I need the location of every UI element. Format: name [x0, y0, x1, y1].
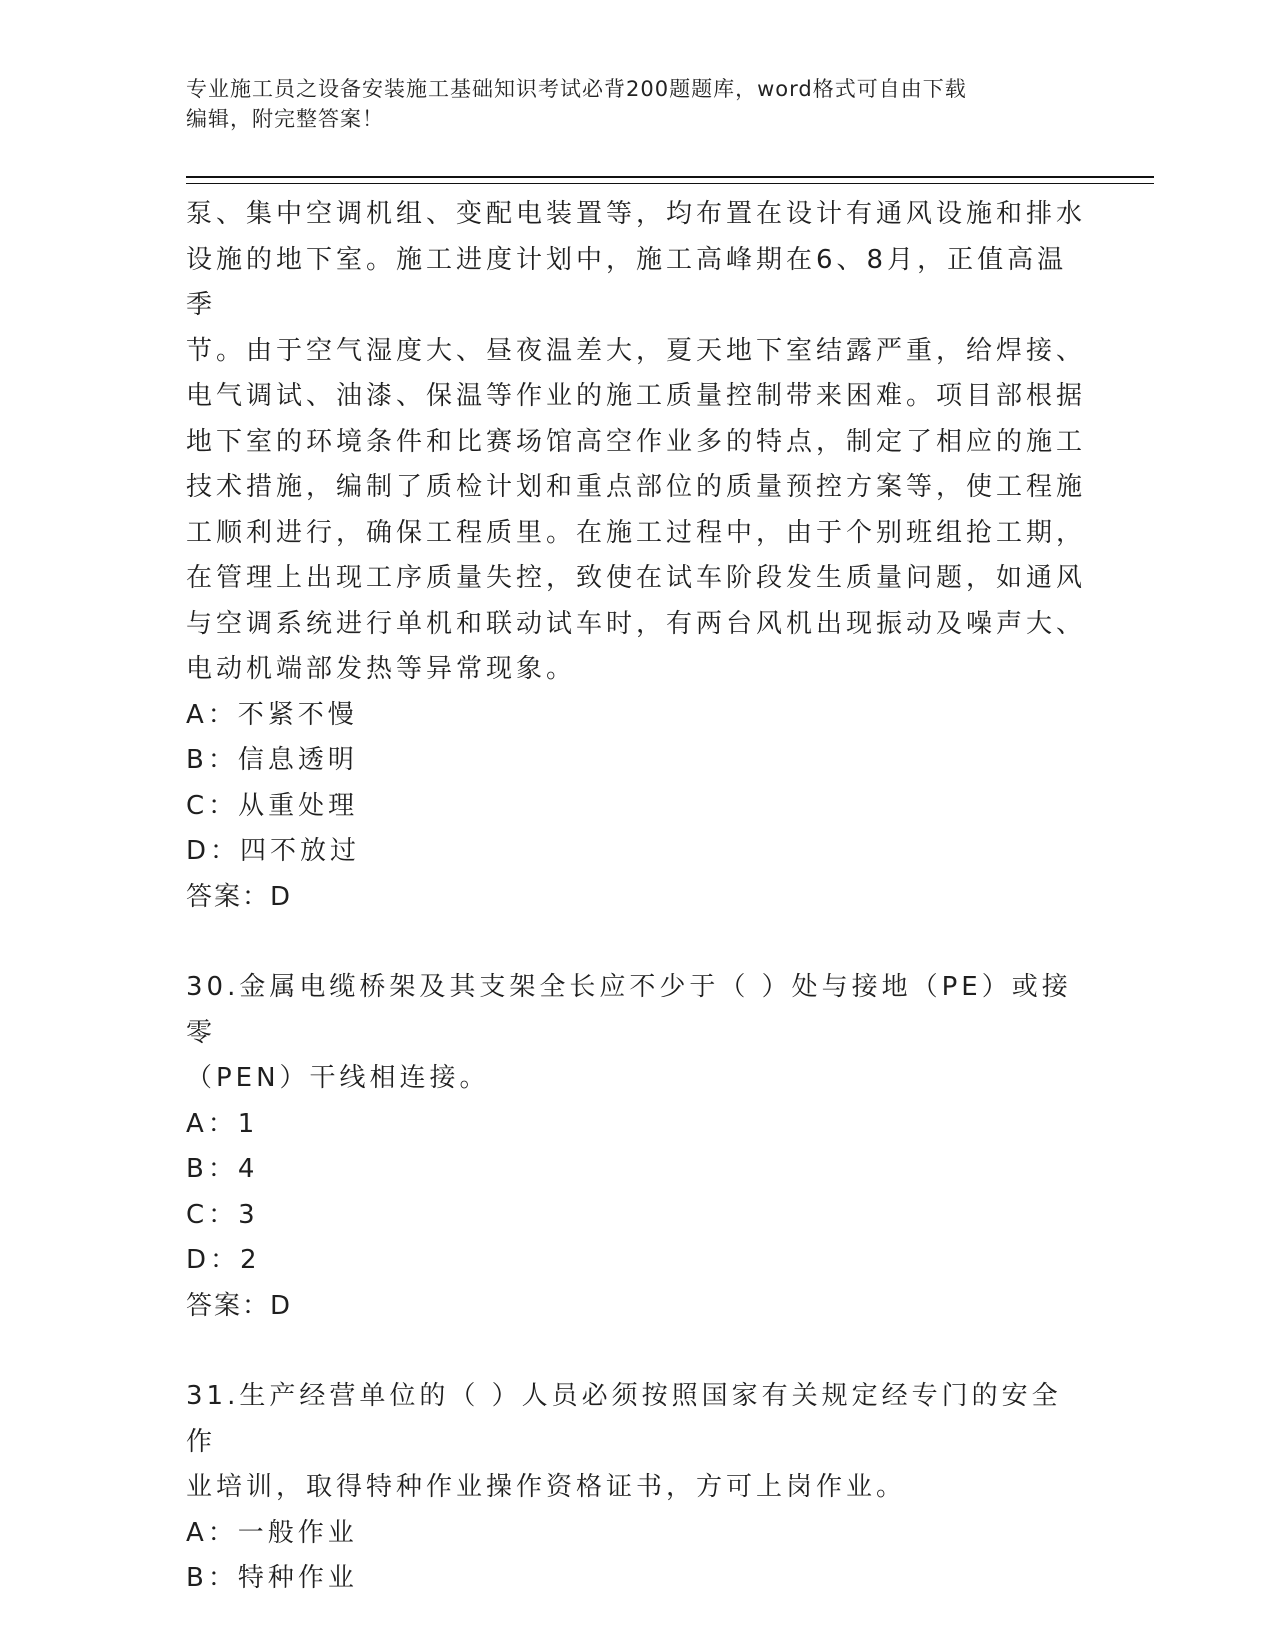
- header-divider-thick: [186, 176, 1154, 178]
- option-a: A：1: [186, 1108, 259, 1139]
- header-divider-thin: [186, 183, 1154, 184]
- answer: 答案：D: [186, 1290, 293, 1321]
- question-text-line: 30.金属电缆桥架及其支架全长应不少于（ ）处与接地（PE）或接零: [186, 972, 1072, 1048]
- document-header: [186, 74, 1086, 134]
- question-text-line: 与空调系统进行单机和联动试车时，有两台风机出现振动及噪声大、: [186, 608, 1087, 639]
- question-text-line: 电气调试、油漆、保温等作业的施工质量控制带来困难。项目部根据: [186, 381, 1087, 411]
- spacer: [186, 920, 1086, 965]
- question-text-line: 技术措施，编制了质检计划和重点部位的质量预控方案等，使工程施: [186, 472, 1087, 502]
- question-text-line: 泵、集中空调机组、变配电装置等，均布置在设计有通风设施和排水: [186, 199, 1087, 229]
- option-a: A：不紧不慢: [186, 699, 358, 730]
- option-d: D：2: [186, 1245, 261, 1275]
- question-30: [186, 965, 1086, 1329]
- question-text-line: 31.生产经营单位的（ ）人员必须按照国家有关规定经专门的安全作: [186, 1381, 1062, 1457]
- question-text-line: 地下室的环境条件和比赛场馆高空作业多的特点，制定了相应的施工: [186, 426, 1087, 457]
- option-a: A：一般作业: [186, 1517, 358, 1548]
- question-text-line: 设施的地下室。施工进度计划中，施工高峰期在6、8月，正值高温季: [186, 244, 1068, 320]
- question-text-line: 业培训，取得特种作业操作资格证书，方可上岗作业。: [186, 1472, 907, 1502]
- answer: 答案：D: [186, 881, 293, 912]
- question-29: [186, 192, 1086, 920]
- document-body: [186, 192, 1086, 1602]
- question-text-line: 在管理上出现工序质量失控，致使在试车阶段发生质量问题，如通风: [186, 563, 1087, 593]
- question-text-line: （PEN）干线相连接。: [186, 1063, 490, 1093]
- option-b: B：信息透明: [186, 745, 358, 775]
- spacer: [186, 1329, 1086, 1374]
- question-text-line: 电动机端部发热等异常现象。: [186, 654, 577, 684]
- question-text-line: 节。由于空气湿度大、昼夜温差大，夏天地下室结露严重，给焊接、: [186, 335, 1087, 366]
- option-b: B：特种作业: [186, 1563, 358, 1593]
- option-b: B：4: [186, 1154, 259, 1184]
- option-d: D：四不放过: [186, 836, 361, 866]
- question-31: [186, 1374, 1086, 1602]
- option-c: C：3: [186, 1199, 259, 1230]
- header-line-2: 编辑，附完整答案！: [186, 107, 384, 131]
- header-line-1: 专业施工员之设备安装施工基础知识考试必背200题题库，word格式可自由下载: [186, 77, 967, 101]
- option-c: C：从重处理: [186, 790, 359, 821]
- question-text-line: 工顺利进行，确保工程质里。在施工过程中，由于个别班组抢工期，: [186, 517, 1087, 548]
